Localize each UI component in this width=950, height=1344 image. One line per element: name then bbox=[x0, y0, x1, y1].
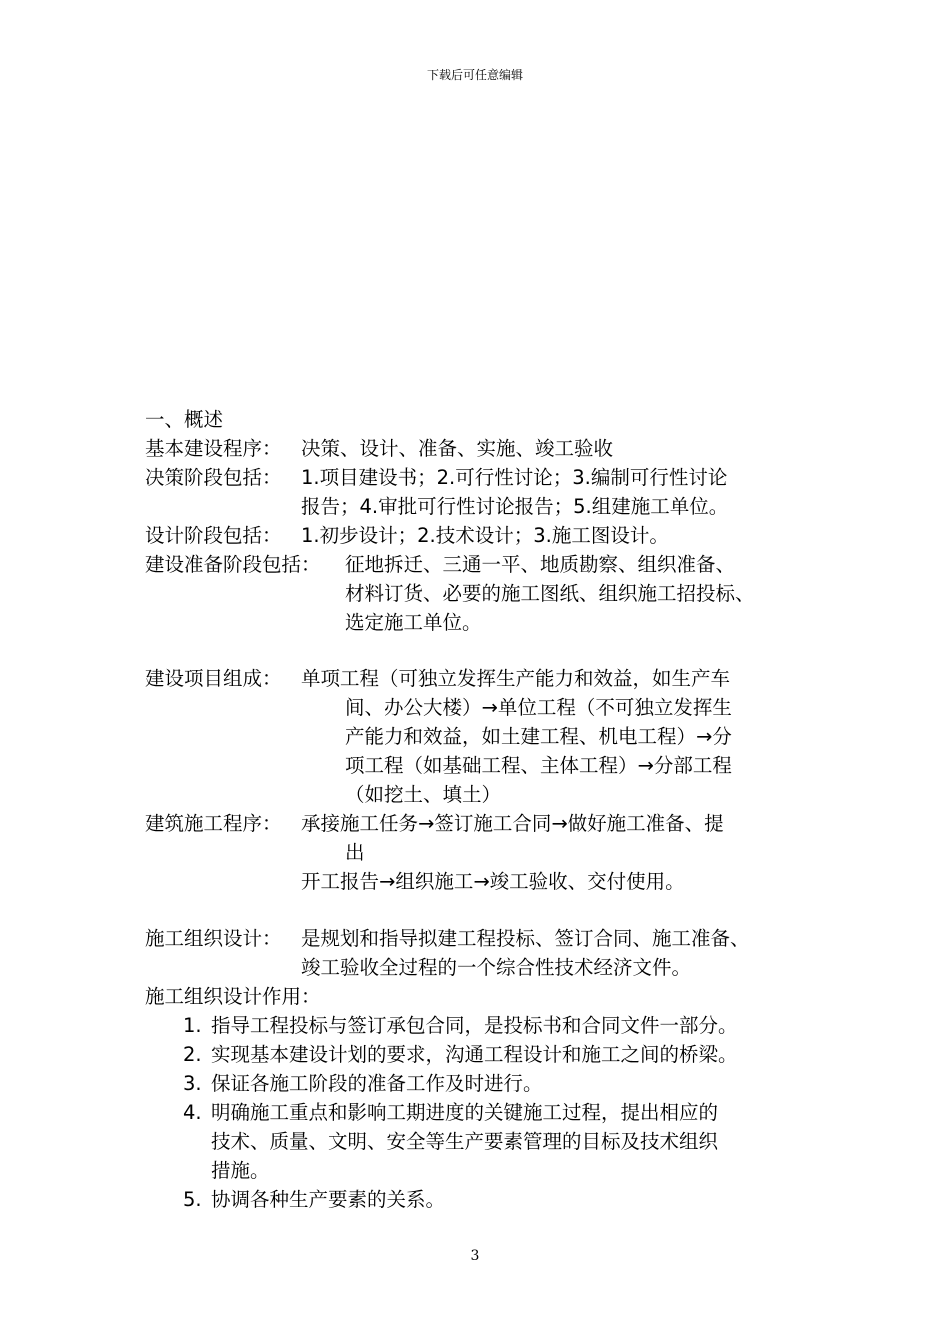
list-item-number: 1. bbox=[183, 1014, 202, 1037]
design-stage-label: 设计阶段包括： bbox=[145, 524, 282, 547]
preparation-stage-label: 建设准备阶段包括： bbox=[145, 553, 321, 576]
list-item-number: 5. bbox=[183, 1188, 202, 1211]
list-item-number: 2. bbox=[183, 1043, 202, 1066]
list-item-text: 技术、质量、文明、安全等生产要素管理的目标及技术组织 bbox=[211, 1130, 719, 1153]
page-number: 3 bbox=[470, 1248, 480, 1264]
list-item-number: 3. bbox=[183, 1072, 202, 1095]
org-design-line2: 竣工验收全过程的一个综合性技术经济文件。 bbox=[301, 956, 692, 979]
preparation-stage-line2: 材料订货、必要的施工图纸、组织施工招投标、 bbox=[345, 582, 755, 605]
preparation-stage-line1: 征地拆迁、三通一平、地质勘察、组织准备、 bbox=[345, 553, 736, 576]
page-header: 下载后可任意编辑 bbox=[426, 68, 523, 82]
construction-procedure-text: 决策、设计、准备、实施、竣工验收 bbox=[301, 437, 614, 460]
project-composition-line5: （如挖土、填土） bbox=[345, 783, 502, 806]
project-composition-line4: 项工程（如基础工程、主体工程）→分部工程 bbox=[345, 754, 732, 777]
project-composition-line1: 单项工程（可独立发挥生产能力和效益，如生产车 bbox=[301, 667, 731, 690]
list-item-text: 保证各施工阶段的准备工作及时进行。 bbox=[211, 1072, 543, 1095]
construction-procedure-label: 基本建设程序： bbox=[145, 437, 282, 460]
building-procedure-line1: 承接施工任务→签订施工合同→做好施工准备、提 bbox=[301, 812, 724, 835]
list-item-text: 指导工程投标与签订承包合同，是投标书和合同文件一部分。 bbox=[211, 1014, 738, 1037]
list-item-text: 实现基本建设计划的要求，沟通工程设计和施工之间的桥梁。 bbox=[211, 1043, 738, 1066]
project-composition-line2: 间、办公大楼）→单位工程（不可独立发挥生 bbox=[345, 696, 732, 719]
org-design-label: 施工组织设计： bbox=[145, 927, 282, 950]
decision-stage-label: 决策阶段包括： bbox=[145, 466, 282, 489]
building-procedure-line3: 开工报告→组织施工→竣工验收、交付使用。 bbox=[301, 870, 685, 893]
building-procedure-line2: 出 bbox=[345, 841, 365, 864]
decision-stage-line1: 1.项目建设书；2.可行性讨论；3.编制可行性讨论 bbox=[301, 466, 728, 489]
project-composition-line3: 产能力和效益，如土建工程、机电工程）→分 bbox=[345, 725, 732, 748]
section-title: 一、概述 bbox=[145, 408, 224, 431]
list-item-number: 4. bbox=[183, 1101, 202, 1124]
preparation-stage-line3: 选定施工单位。 bbox=[345, 611, 482, 634]
design-stage-text: 1.初步设计；2.技术设计；3.施工图设计。 bbox=[301, 524, 669, 547]
decision-stage-line2: 报告；4.审批可行性讨论报告；5.组建施工单位。 bbox=[301, 495, 729, 518]
list-item-text: 明确施工重点和影响工期进度的关键施工过程，提出相应的 bbox=[211, 1101, 719, 1124]
building-procedure-label: 建筑施工程序： bbox=[145, 812, 282, 835]
project-composition-label: 建设项目组成： bbox=[145, 667, 282, 690]
list-item-text: 措施。 bbox=[211, 1159, 270, 1182]
org-design-line1: 是规划和指导拟建工程投标、签订合同、施工准备、 bbox=[301, 927, 750, 950]
list-item-text: 协调各种生产要素的关系。 bbox=[211, 1188, 446, 1211]
org-design-function-label: 施工组织设计作用： bbox=[145, 985, 321, 1008]
